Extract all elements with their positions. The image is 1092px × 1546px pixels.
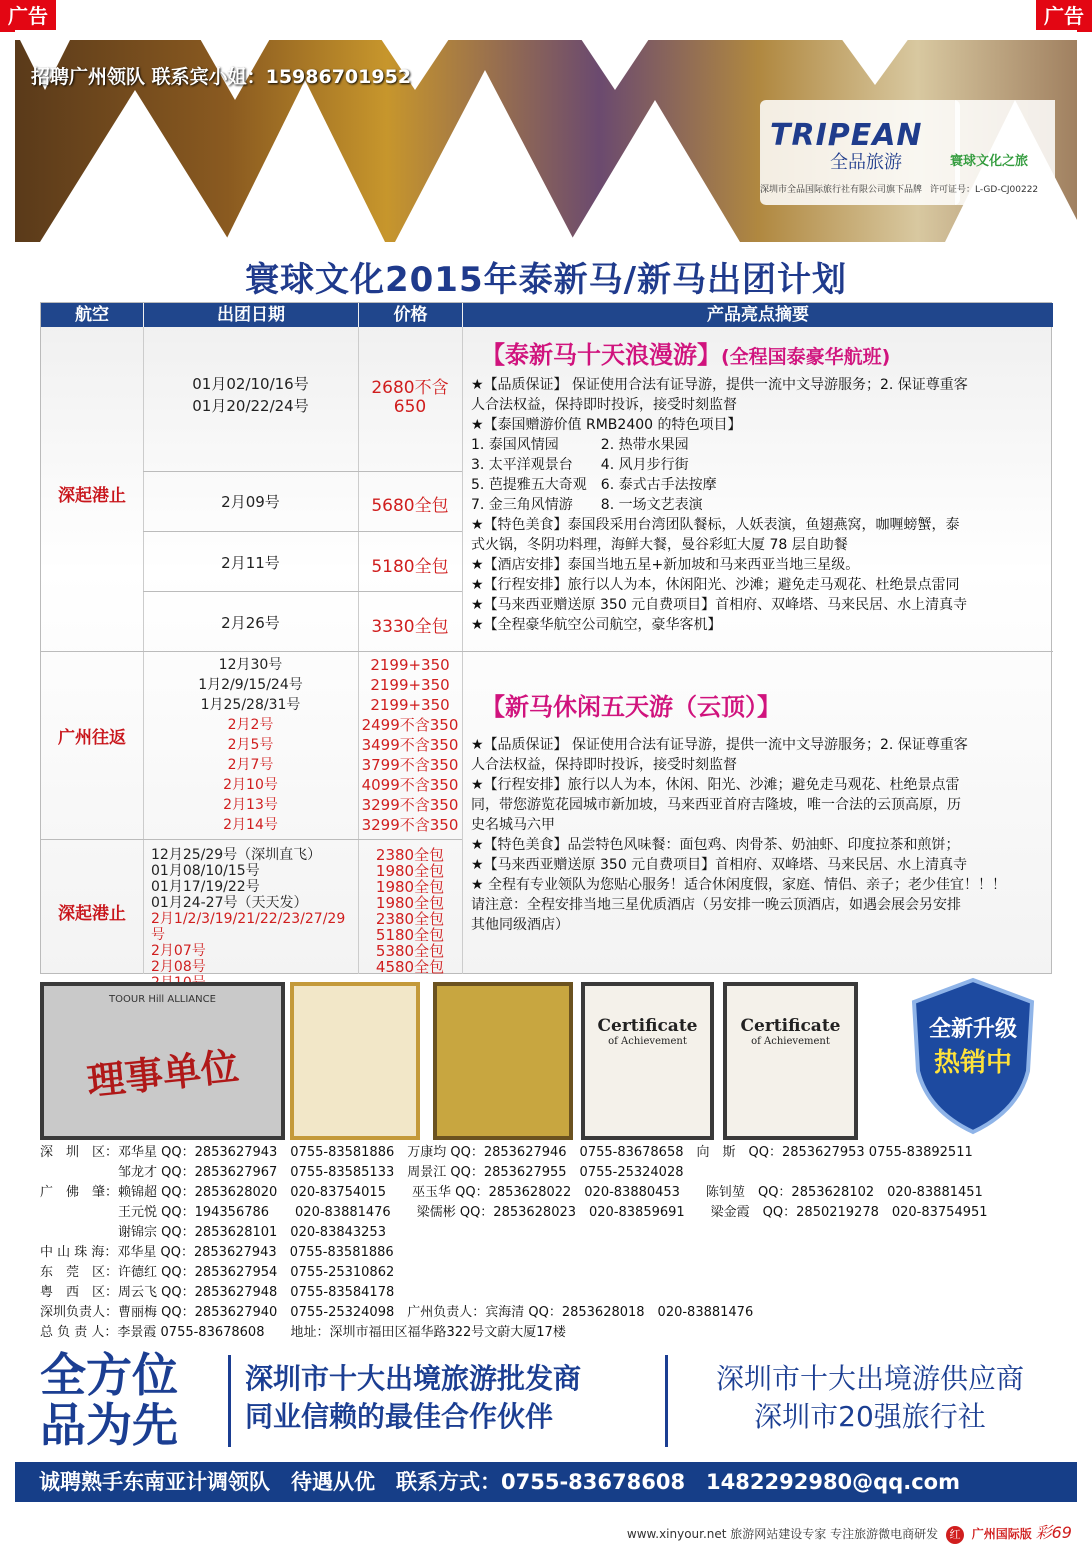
s1-date2: 2月09号 [221,493,280,511]
s1-date1b: 01月20/22/24号 [192,397,309,415]
logo-tripean: TRIPEAN [770,118,923,153]
certificates [40,982,900,1142]
s1-date1a: 01月02/10/16号 [192,375,309,393]
product2-title: 【新马休闲五天游（云顶）】 [481,693,781,721]
s3-prices: 2380全包 1980全包 1980全包 1980全包 2380全包 5180全包 5380全包 4580全包 [375,846,445,976]
slogan-left: 全方位 品为先 [40,1348,178,1452]
s1-date4: 2月26号 [221,614,280,632]
s1-price4: 3330全包 [371,617,449,637]
license-text: 许可证号：L-GD-CJ00222 [930,185,1039,195]
cert-achievement-1: Certificate of Achievement [581,982,714,1140]
header-price: 价格 [359,303,462,327]
section2-departure: 广州往返 [58,728,126,748]
s1-price3: 5180全包 [371,557,449,577]
footer-recruit-bar: 诚聘熟手东南亚计调领队 待遇从优 联系方式：0755-83678608 1482292980@qq.com [15,1462,1077,1502]
header-highlights: 产品亮点摘要 [463,303,1053,327]
bottom-credit: www.xinyour.net 旅游网站建设专家 专注旅游微电商研发 红 广州国际版 彩69 [626,1523,1072,1542]
s1-price2: 5680全包 [371,496,449,516]
section3-departure: 深起港止 [58,904,126,924]
s1-price1a: 2680不含 [371,378,449,398]
product1-title: 【泰新马十天浪漫游】(全程国泰豪华航班) [481,341,891,369]
tour-table [40,302,1052,974]
hot-sale-badge: 全新升级 热销中 [908,976,1038,1136]
logo-cn: 全品旅游 [830,152,902,173]
s2-prices: 2199+350 2199+350 2199+350 2499不含350 3499不含350 3799不含350 4099不含350 3299不含350 3299不含350 [361,656,459,834]
cert-award-2 [433,982,573,1140]
header-dates: 出团日期 [144,303,358,327]
slogan-right: 深圳市十大出境游供应商 深圳市20强旅行社 [715,1362,1024,1433]
s1-price1b: 650 [393,397,427,417]
edition-icon: 红 [946,1526,964,1544]
header-airline: 航空 [41,303,143,327]
slogan-divider-2 [665,1355,668,1447]
product2-features: ★【品质保证】 保证使用合法有证导游，提供一流中文导游服务；2. 保证尊重客 人合法权益，保持即时投诉，接受时刻监督 ★【行程安排】旅行以人为本，休闲、阳光、沙滩；避免走马观花、杜绝景点雷 同，带您游览花园城市新加坡，马来西亚首府吉隆坡，唯一合法的云顶高原，历 史名城马六甲 ★【特色美食】品尝特色风味餐：面包鸡、肉骨茶、奶油虾、印度拉茶和煎饼； ★【马来西亚赠送原 350 元自费项目】首相府、双峰塔、马来民居、水上清真寺 ★ 全程有专业领队为您贴心服务！适合休闲度假，家庭、情侣、亲子；老少佳宜！！！ 请注意：全程安排当地三星优质酒店（另安排一晚云顶酒店，如遇会展会另安排 其他同级酒店） [471,737,1006,933]
cert-alliance: TOOUR Hill ALLIANCE 理事单位 [40,982,285,1140]
cert-achievement-2: Certificate of Achievement [723,982,858,1140]
logo-sub: 深圳市全品国际旅行社有限公司旗下品牌 [760,185,923,195]
s2-dates: 12月30号 1月2/9/15/24号 1月25/28/31号 2月2号 2月5号 2月7号 2月10号 2月13号 2月14号 [198,657,303,833]
s1-date3: 2月11号 [221,554,280,572]
product1-features: ★【品质保证】 保证使用合法有证导游，提供一流中文导游服务；2. 保证尊重客 人合法权益，保持即时投诉，接受时刻监督 ★【泰国赠游价值 RMB2400 的特色项目】 1. 泰国风情园 2. 热带水果园 3. 太平洋观景台 4. 风月步行街 5. 芭提雅五大奇观 6. 泰式古手法按摩 7. 金三角风情游 8. 一场文艺表演 ★【特色美食】泰国段采用台湾团队餐标，人妖表演，鱼翅燕窝，咖喱螃蟹，泰 式火锅，冬阴功料理，海鲜大餐，曼谷彩虹大厦 78 层自助餐 ★【酒店安排】泰国当地五星+新加坡和马来西亚当地三星级。 ★【行程安排】旅行以人为本，休闲阳光、沙滩；避免走马观花、杜绝景点雷同 ★【马来西亚赠送原 350 元自费项目】首相府、双峰塔、马来民居、水上清真寺 ★【全程豪华航空公司航空，豪华客机】 [471,377,968,633]
ad-tag-right: 广告 [1036,0,1092,32]
slogan-mid: 深圳市十大出境旅游批发商 同业信赖的最佳合作伙伴 [245,1362,582,1433]
section1-departure: 深起港止 [58,486,126,506]
s3-dates: 12月25/29号（深圳直飞） 01月08/10/15号 01月17/19/22号 01月24-27号（天天发） 2月1/2/3/19/21/22/23/27/29号 2月07号 2月08号 [151,847,346,975]
page-title: 寰球文化2015年泰新马/新马出团计划 [244,260,848,300]
recruit-text: 招聘广州领队 联系宾小姐：15986701952 [31,66,412,88]
ad-tag-left: 广告 [0,0,56,32]
logo-huanqiu: 寰球文化之旅 [950,154,1029,169]
cert-award-1 [290,982,420,1140]
slogan-divider-1 [228,1355,231,1447]
